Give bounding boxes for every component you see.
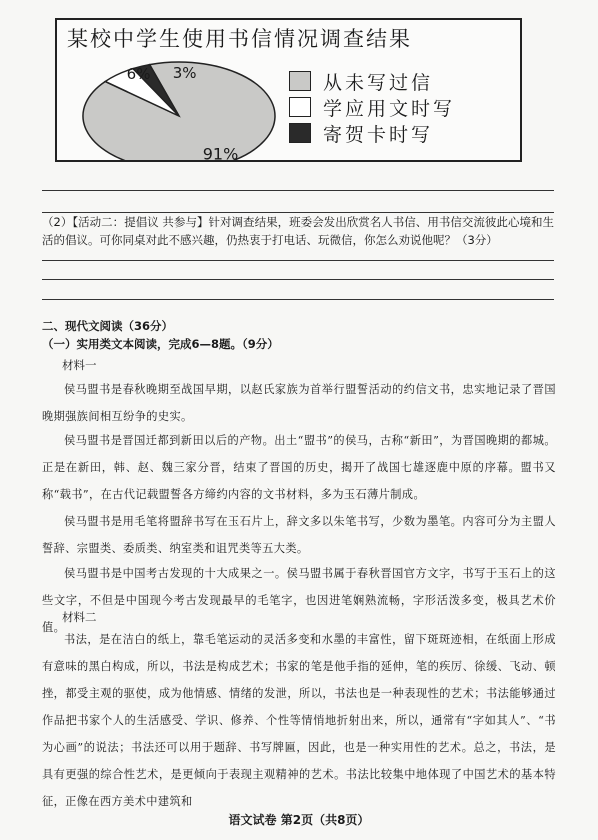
chart-legend — [289, 68, 514, 146]
activity2-question: （2）【活动二：提倡议 共参与】针对调查结果，班委会发出欣赏名人书信、用书信交流彼此心境和生活的倡议。可你同桌对此不感兴趣，仍热衷于打电话、玩微信，你怎么劝说他呢？（3分） — [42, 215, 554, 247]
legend-item — [289, 68, 514, 94]
slice-value-label: 91% — [202, 144, 239, 160]
slice-value-label: 6% — [126, 65, 151, 84]
sub-section-heading: （一）实用类文本阅读，完成6—8题。（9分） — [42, 337, 279, 351]
legend-item — [289, 120, 514, 146]
legend-label: 学应用文时写 — [323, 97, 456, 120]
material1-label: 材料一 — [62, 358, 97, 372]
material1-paragraph: 侯马盟书是用毛笔将盟辞书写在玉石片上，辞文多以朱笔书写，少数为墨笔。内容可分为主盟人誓辞、宗盟类、委质类、纳室类和诅咒类等五大类。 — [42, 515, 556, 555]
answer-line[interactable] — [42, 299, 554, 300]
legend-label: 从未写过信 — [323, 71, 434, 94]
legend-swatch — [289, 97, 311, 117]
material1-paragraph: 侯马盟书是晋国迁都到新田以后的产物。出土“盟书”的侯马，古称“新田”，为晋国晚期的都城。正是在新田，韩、赵、魏三家分晋，结束了晋国的历史，揭开了战国七雄逐鹿中原的序幕。盟书又称“载书”，在古代记载盟誓各方缔约内容的文书材料，多为玉石薄片制成。 — [42, 434, 556, 501]
answer-line[interactable] — [42, 260, 554, 261]
pie-chart-box — [55, 18, 522, 162]
material1-paragraph: 侯马盟书是春秋晚期至战国早期，以赵氏家族为首举行盟誓活动的约信文书，忠实地记录了晋国晚期强族间相互纷争的史实。 — [42, 383, 556, 423]
answer-line[interactable] — [42, 279, 554, 280]
answer-line[interactable] — [42, 190, 554, 191]
legend-label: 寄贺卡时写 — [323, 123, 434, 146]
slice-value-label: 3% — [172, 64, 197, 83]
section-heading: 二、现代文阅读（36分） — [42, 319, 174, 333]
legend-swatch — [289, 123, 311, 143]
pie-chart — [57, 20, 287, 160]
material1-paragraph: 侯马盟书是中国考古发现的十大成果之一。侯马盟书属于春秋晋国官方文字，书写于玉石上的这些文字，不但是中国现今考古发现最早的毛笔字，也因进笔娴熟流畅，字形活泼多变，极具艺术价值。 — [42, 567, 556, 634]
material2-paragraph: 书法，是在洁白的纸上，靠毛笔运动的灵活多变和水墨的丰富性，留下斑斑迹相，在纸面上形成有意味的黑白构成，所以，书法是构成艺术；书家的笔是他手指的延伸，笔的疾厉、徐缓、飞动、顿挫，都受主观的驱使，成为他情感、情绪的发泄，所以，书法也是一种表现性的艺术；书法能够通过作品把书家个人的生活感受、学识、修养、个性等情悄地折射出来，所以，通常有“字如其人”、“书为心画”的说法；书法还可以用于题辞、书写牌匾，因此，也是一种实用性的艺术。总之，书法，是具有更强的综合性艺术，是更倾向于表现主观精神的艺术。书法比较集中地体现了中国艺术的基本特征，正像在西方美术中建筑和 — [42, 633, 556, 808]
legend-swatch — [289, 71, 311, 91]
material2-label: 材料二 — [62, 610, 97, 624]
page-footer: 语文试卷 第2页（共8页） — [228, 813, 370, 827]
chart-title: 某校中学生使用书信情况调查结果 — [67, 27, 412, 51]
legend-item — [289, 94, 514, 120]
